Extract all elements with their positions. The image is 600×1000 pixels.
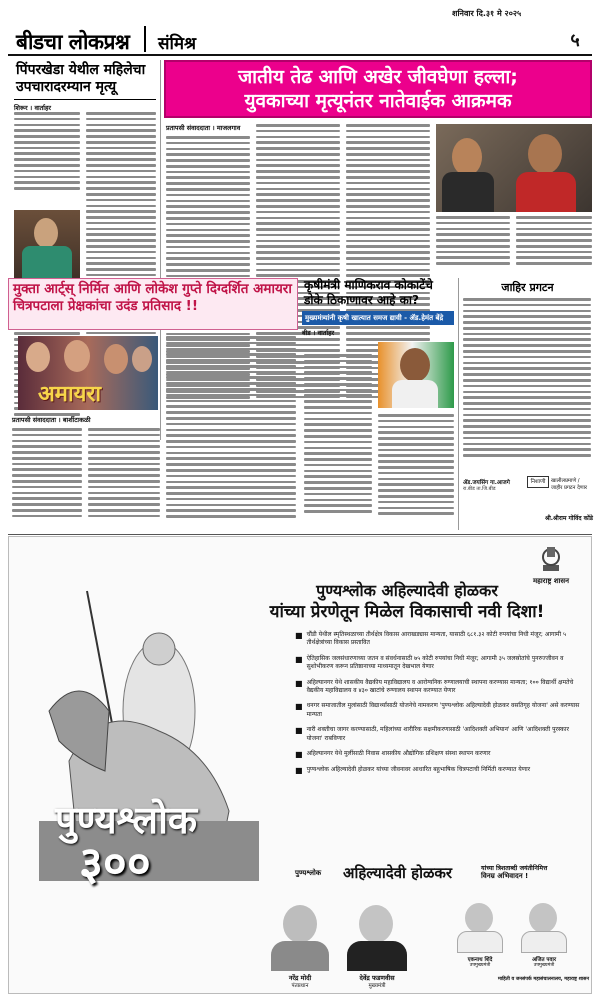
- ad-tribute-suffix-2: विनम्र अभिवादन !: [481, 872, 529, 880]
- bullet-icon: ■: [295, 750, 303, 760]
- notice-title: जाहिर प्रगटन: [501, 281, 554, 294]
- ad-bullet: ■ ऐतिहासिक जलसंधारणाच्या जतन व संवर्धनासाठी ७५ कोटी रुपयांचा निधी मंजूर; आगामी ३५ जलस्रोतांचे पुनरुज्जीवन व सुशोभीकरण करून प्रतिष्ठानाच्या माध्यमातून देखभाल येणार: [295, 654, 564, 671]
- ad-title-line2: यांच्या प्रेरणेतून मिळेल विकासाची नवी दिशा!: [269, 602, 545, 622]
- header-rule: [8, 54, 592, 56]
- notice-signature-right-label: खालीलप्रमाणे / जाहीर प्रगटन देणार: [551, 478, 588, 491]
- ad-tribute: [295, 863, 585, 885]
- notice-body: [463, 298, 591, 468]
- kokate-byline: बीड । वार्ताहर: [302, 329, 335, 337]
- leader-fadnavis-name: देवेंद्र फडणवीस: [359, 974, 395, 982]
- bullet-icon: ■: [295, 631, 303, 640]
- notice-signature-right-name: श्री.श्रीराम गोविंद कोंडे: [544, 515, 593, 522]
- kokate-subhead: मुख्यमंत्र्यांनी कृषी खात्यात समज द्यावी - ॲड.हेमंत बेंद्रे: [302, 311, 454, 325]
- film-poster-title: अमायरा: [38, 381, 102, 407]
- film-headline: मुक्ता आर्ट्स् निर्मित आणि लोकेश गुप्ते दिग्दर्शित अमायरा चित्रपटाला प्रेक्षकांचा उदंड प्रतिसाद !!: [13, 281, 292, 314]
- ad-bullet: ■ पुण्यश्लोक अहिल्यादेवी होळकर यांच्या जीवनावर आधारित बहुभाषिक चित्रपटाची निर्मिती करण्यात येणार: [295, 766, 531, 776]
- ad-tribute-name: अहिल्यादेवी होळकर: [343, 864, 453, 882]
- ad-tribute-suffix-1: यांच्या त्रिशताब्दी जयंतीनिमित्त: [481, 865, 548, 872]
- film-byline: प्रतापसी संवाददाता । बार्शीटाकळी: [12, 416, 91, 424]
- leader-fadnavis: [339, 897, 415, 987]
- issue-date: शनिवार दि.३१ मे २०२५: [452, 9, 522, 18]
- story-death-body-col1: [14, 112, 80, 202]
- ad-top-rule: [8, 534, 592, 535]
- bullet-icon: ■: [295, 702, 303, 712]
- statue-script-text: पुण्यश्लोक: [55, 797, 198, 842]
- leader-shinde: [451, 897, 509, 971]
- caste-victim-photo: [436, 124, 592, 212]
- page-number: ५: [570, 30, 580, 51]
- story-death-headline: पिंपरखेडा येथील महिलेचा उपचारादरम्यान मृत्यू: [14, 60, 156, 100]
- ad-bullet: ■ नारी शक्तीचा जागर करण्यासाठी, महिलांच्या शारीरिक सक्षमीकरणासाठी 'आदिशक्ती अभियान' आणि 'आदिशक्ती पुरस्कार योजना' राबविणार: [295, 726, 569, 742]
- ad-bullet: ■ अहिल्यानगर येथे शासकीय वैद्यकीय महाविद्यालय व आरोग्यनिक रुग्णालयाची स्थापना करण्यास मान्यता; १०० विद्यार्थी क्षमतेचे वैद्यकीय महाविद्यालय व ४३० खाटांचे रुग्णालय स्थापन करण्यात येणार: [295, 678, 574, 695]
- notice-advocate-name: ॲड.जयसिंग गा.आजगे: [463, 480, 510, 486]
- dgipr-label: माहिती व जनसंपर्क महासंचालनालय, महाराष्ट्र शासन: [497, 977, 589, 982]
- masthead: [8, 6, 592, 54]
- notice-stamp: निशाणी: [527, 476, 549, 488]
- leader-fadnavis-role: मुख्यमंत्री: [368, 983, 386, 989]
- state-emblem-icon: [537, 543, 565, 575]
- ad-bullet: ■ धनगर समाजातील मुलांसाठी विद्यार्थ्यांसाठी योजनेचे नामकरण 'पुण्यश्लोक अहिल्यादेवी होळकर वसतिगृह योजना' असे करण्यास मान्यता: [295, 702, 580, 718]
- kokate-body-col1: [304, 354, 372, 530]
- leader-shinde-name: एकनाथ शिंदे: [467, 957, 493, 963]
- story-death-dateline: शिरूर । वार्ताहर: [14, 104, 51, 112]
- ad-bullet-list: [295, 631, 581, 782]
- caste-headline-box: [164, 60, 592, 118]
- caste-byline: प्रतापसी संवाददाता । माजलगाव: [166, 124, 241, 132]
- caste-body-col4: [516, 216, 592, 272]
- caste-headline-line2: युवकाच्या मृत्यूनंतर नातेवाईक आक्रमक: [244, 90, 512, 112]
- notice-advocate-address: रा.बीड ता.जि.बीड: [463, 486, 496, 492]
- ad-tribute-prefix: पुण्यश्लोक: [295, 869, 322, 877]
- public-notice: [458, 278, 592, 530]
- bullet-icon: ■: [295, 766, 303, 776]
- kokate-headline: कृषीमंत्री माणिकराव कोकाटेंचे डोके ठिकाणावर आहे का?: [304, 278, 433, 307]
- film-body-col2: [88, 428, 160, 530]
- govt-advertisement: [8, 536, 592, 994]
- film-headline-box: [8, 278, 298, 330]
- woman-photo: [14, 210, 80, 280]
- bullet-icon: ■: [295, 654, 303, 664]
- section-name: संमिश्र: [158, 34, 197, 54]
- film-body-col1: [12, 428, 82, 530]
- ad-footer-strip: [439, 977, 589, 991]
- kokate-body-col2: [378, 414, 454, 530]
- notice-signature-left: [463, 478, 525, 492]
- leader-modi-name: नरेंद्र मोदी: [288, 974, 312, 982]
- film-body-col-right: [166, 336, 296, 530]
- emblem-label: महाराष्ट्र शासन: [532, 577, 570, 585]
- leader-modi: [265, 897, 335, 987]
- leader-pawar-role: उपमुख्यमंत्री: [533, 963, 555, 968]
- ad-bullet: ■ अहिल्यानगर येथे मुलींसाठी निवास शासकीय औद्योगिक प्रशिक्षण संस्था स्थापन करणार: [295, 750, 491, 760]
- leader-modi-role: पंतप्रधान: [291, 983, 309, 989]
- caste-headline-line1: जातीय तेढ आणि अखेर जीवघेणा हल्ला;: [238, 66, 518, 88]
- leader-pawar-name: अजित पवार: [531, 957, 557, 963]
- paper-name: बीडचा लोकप्रश्न: [16, 29, 130, 54]
- statue-300-text: ३००: [79, 836, 151, 890]
- leader-pawar: [515, 897, 573, 971]
- kokate-photo: [378, 342, 454, 408]
- leader-shinde-role: उपमुख्यमंत्री: [469, 963, 491, 968]
- bullet-icon: ■: [295, 678, 303, 688]
- kokate-story: [302, 278, 454, 530]
- ad-title-line1: पुण्यश्लोक अहिल्यादेवी होळकर: [316, 581, 498, 600]
- film-poster: [18, 336, 158, 410]
- bullet-icon: ■: [295, 726, 303, 736]
- masthead-divider: [144, 26, 146, 52]
- caste-photo-caption: [436, 216, 510, 272]
- ad-bullet: ■ चौंडी येथील स्मृतिस्थळाच्या तीर्थक्षेत्र विकास आराखड्यास मान्यता, यासाठी ६८१.३२ कोटी रुपयांचा निधी मंजूर; आगामी ५ तीर्थक्षेत्रांच्या विकास प्रस्तावित: [295, 631, 567, 647]
- film-story: [8, 278, 298, 530]
